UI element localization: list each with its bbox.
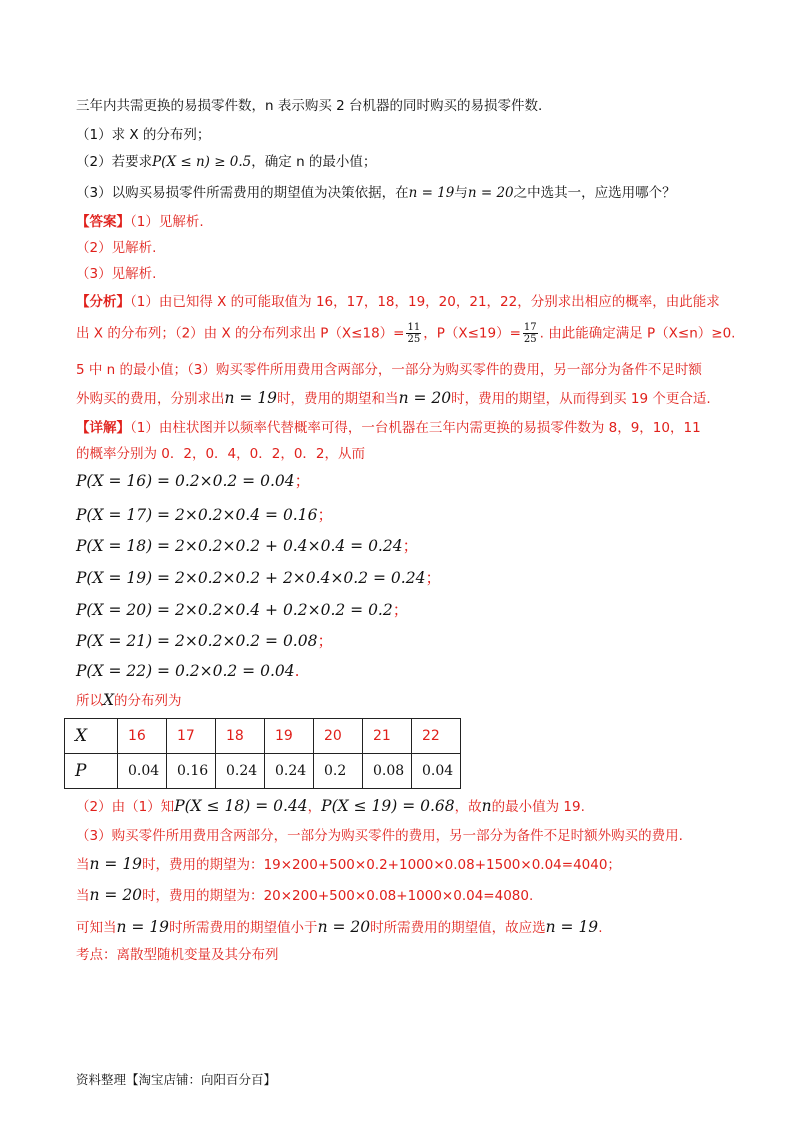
- part3-line3: 当n = 20时，费用的期望为：20×200+500×0.08+1000×0.04=4080.: [76, 886, 534, 904]
- table-cell: 0.2: [314, 754, 363, 789]
- table-cell: 22: [412, 719, 461, 754]
- table-cell: 0.16: [167, 754, 216, 789]
- detail-line2: 的概率分别为 0．2，0．4，0．2，0．2，从而: [76, 446, 366, 462]
- table-cell: 18: [216, 719, 265, 754]
- answer-line3: （3）见解析.: [76, 266, 157, 282]
- question-part2: （2）若要求P(X ≤ n) ≥ 0.5，确定 n 的最小值；: [76, 154, 377, 170]
- detail-line1: 【详解】（1）由柱状图并以频率代替概率可得，一台机器在三年内需更换的易损零件数为 8，9，10，11: [76, 420, 701, 436]
- table-row: [65, 719, 461, 754]
- equation-row: P(X = 19) = 2×0.2×0.2 + 2×0.4×0.2 = 0.24；: [76, 569, 441, 587]
- analysis-line3: 5 中 n 的最小值；（3）购买零件所用费用含两部分，一部分为购买零件的费用，另一部分为备件不足时额: [76, 362, 702, 378]
- table-cell: 19: [265, 719, 314, 754]
- table-cell: 0.04: [118, 754, 167, 789]
- answer-label: 【答案】: [76, 214, 130, 230]
- part3-line4: 可知当n = 19时所需费用的期望值小于n = 20时所需费用的期望值，故应选n = 19.: [76, 918, 603, 936]
- analysis-line1: 【分析】（1）由已知得 X 的可能取值为 16，17，18，19，20，21，22，分别求出相应的概率，由此能求: [76, 294, 720, 310]
- table-cell: 17: [167, 719, 216, 754]
- part3-line1: （3）购买零件所用费用含两部分，一部分为购买零件的费用，另一部分为备件不足时额外购买的费用.: [76, 828, 683, 844]
- table-header-x: X: [65, 719, 118, 754]
- part3-line2: 当n = 19时，费用的期望为：19×200+500×0.2+1000×0.08+1500×0.04=4040；: [76, 855, 621, 873]
- table-cell: 21: [363, 719, 412, 754]
- footer-text: 资料整理【淘宝店铺：向阳百分百】: [76, 1072, 277, 1087]
- fraction-17-25: $\frac{17}{25}$: [523, 322, 537, 345]
- equation-row: P(X = 17) = 2×0.2×0.4 = 0.16；: [76, 506, 333, 524]
- table-header-p: P: [65, 754, 118, 789]
- table-cell: 0.24: [216, 754, 265, 789]
- distribution-intro: 所以X的分布列为: [76, 691, 182, 709]
- detail-label: 【详解】: [76, 420, 130, 436]
- equation-row: P(X = 21) = 2×0.2×0.2 = 0.08；: [76, 632, 333, 650]
- question-part1: （1）求 X 的分布列；: [76, 127, 211, 143]
- equation-row: P(X = 22) = 0.2×0.2 = 0.04.: [76, 662, 300, 680]
- analysis-line4: 外购买的费用，分别求出n = 19时，费用的期望和当n = 20时，费用的期望，从而得到买 19 个更合适.: [76, 389, 711, 407]
- kaodian-line: 考点：离散型随机变量及其分布列: [76, 947, 279, 963]
- analysis-label: 【分析】: [76, 294, 130, 310]
- table-cell: 20: [314, 719, 363, 754]
- equation-row: P(X = 18) = 2×0.2×0.2 + 0.4×0.4 = 0.24；: [76, 537, 419, 555]
- answer-line1: 【答案】（1）见解析.: [76, 214, 204, 230]
- answer-line2: （2）见解析.: [76, 240, 157, 256]
- analysis-line2: 出 X 的分布列；（2）由 X 的分布列求出 P（X≤18）= $\frac{11}{25}$ ，P（X≤19）= $\frac{17}{25}$ . 由此能确定满足 P（X≤n）≥0.: [76, 322, 736, 345]
- table-cell: 16: [118, 719, 167, 754]
- equation-row: P(X = 16) = 0.2×0.2 = 0.04；: [76, 472, 311, 490]
- distribution-table: [64, 718, 461, 789]
- fraction-11-25: $\frac{11}{25}$: [407, 322, 421, 345]
- table-row: [65, 754, 461, 789]
- math-expression: P(X ≤ n) ≥ 0.5: [152, 154, 252, 170]
- part2-line: （2）由（1）知P(X ≤ 18) = 0.44，P(X ≤ 19) = 0.68，故n的最小值为 19.: [76, 797, 585, 815]
- table-cell: 0.08: [363, 754, 412, 789]
- question-intro: 三年内共需更换的易损零件数，n 表示购买 2 台机器的同时购买的易损零件数.: [76, 98, 543, 114]
- question-part3: （3）以购买易损零件所需费用的期望值为决策依据，在n = 19与n = 20之中选其一，应选用哪个？: [76, 185, 676, 201]
- equation-row: P(X = 20) = 2×0.2×0.4 + 0.2×0.2 = 0.2；: [76, 601, 409, 619]
- table-cell: 0.24: [265, 754, 314, 789]
- table-cell: 0.04: [412, 754, 461, 789]
